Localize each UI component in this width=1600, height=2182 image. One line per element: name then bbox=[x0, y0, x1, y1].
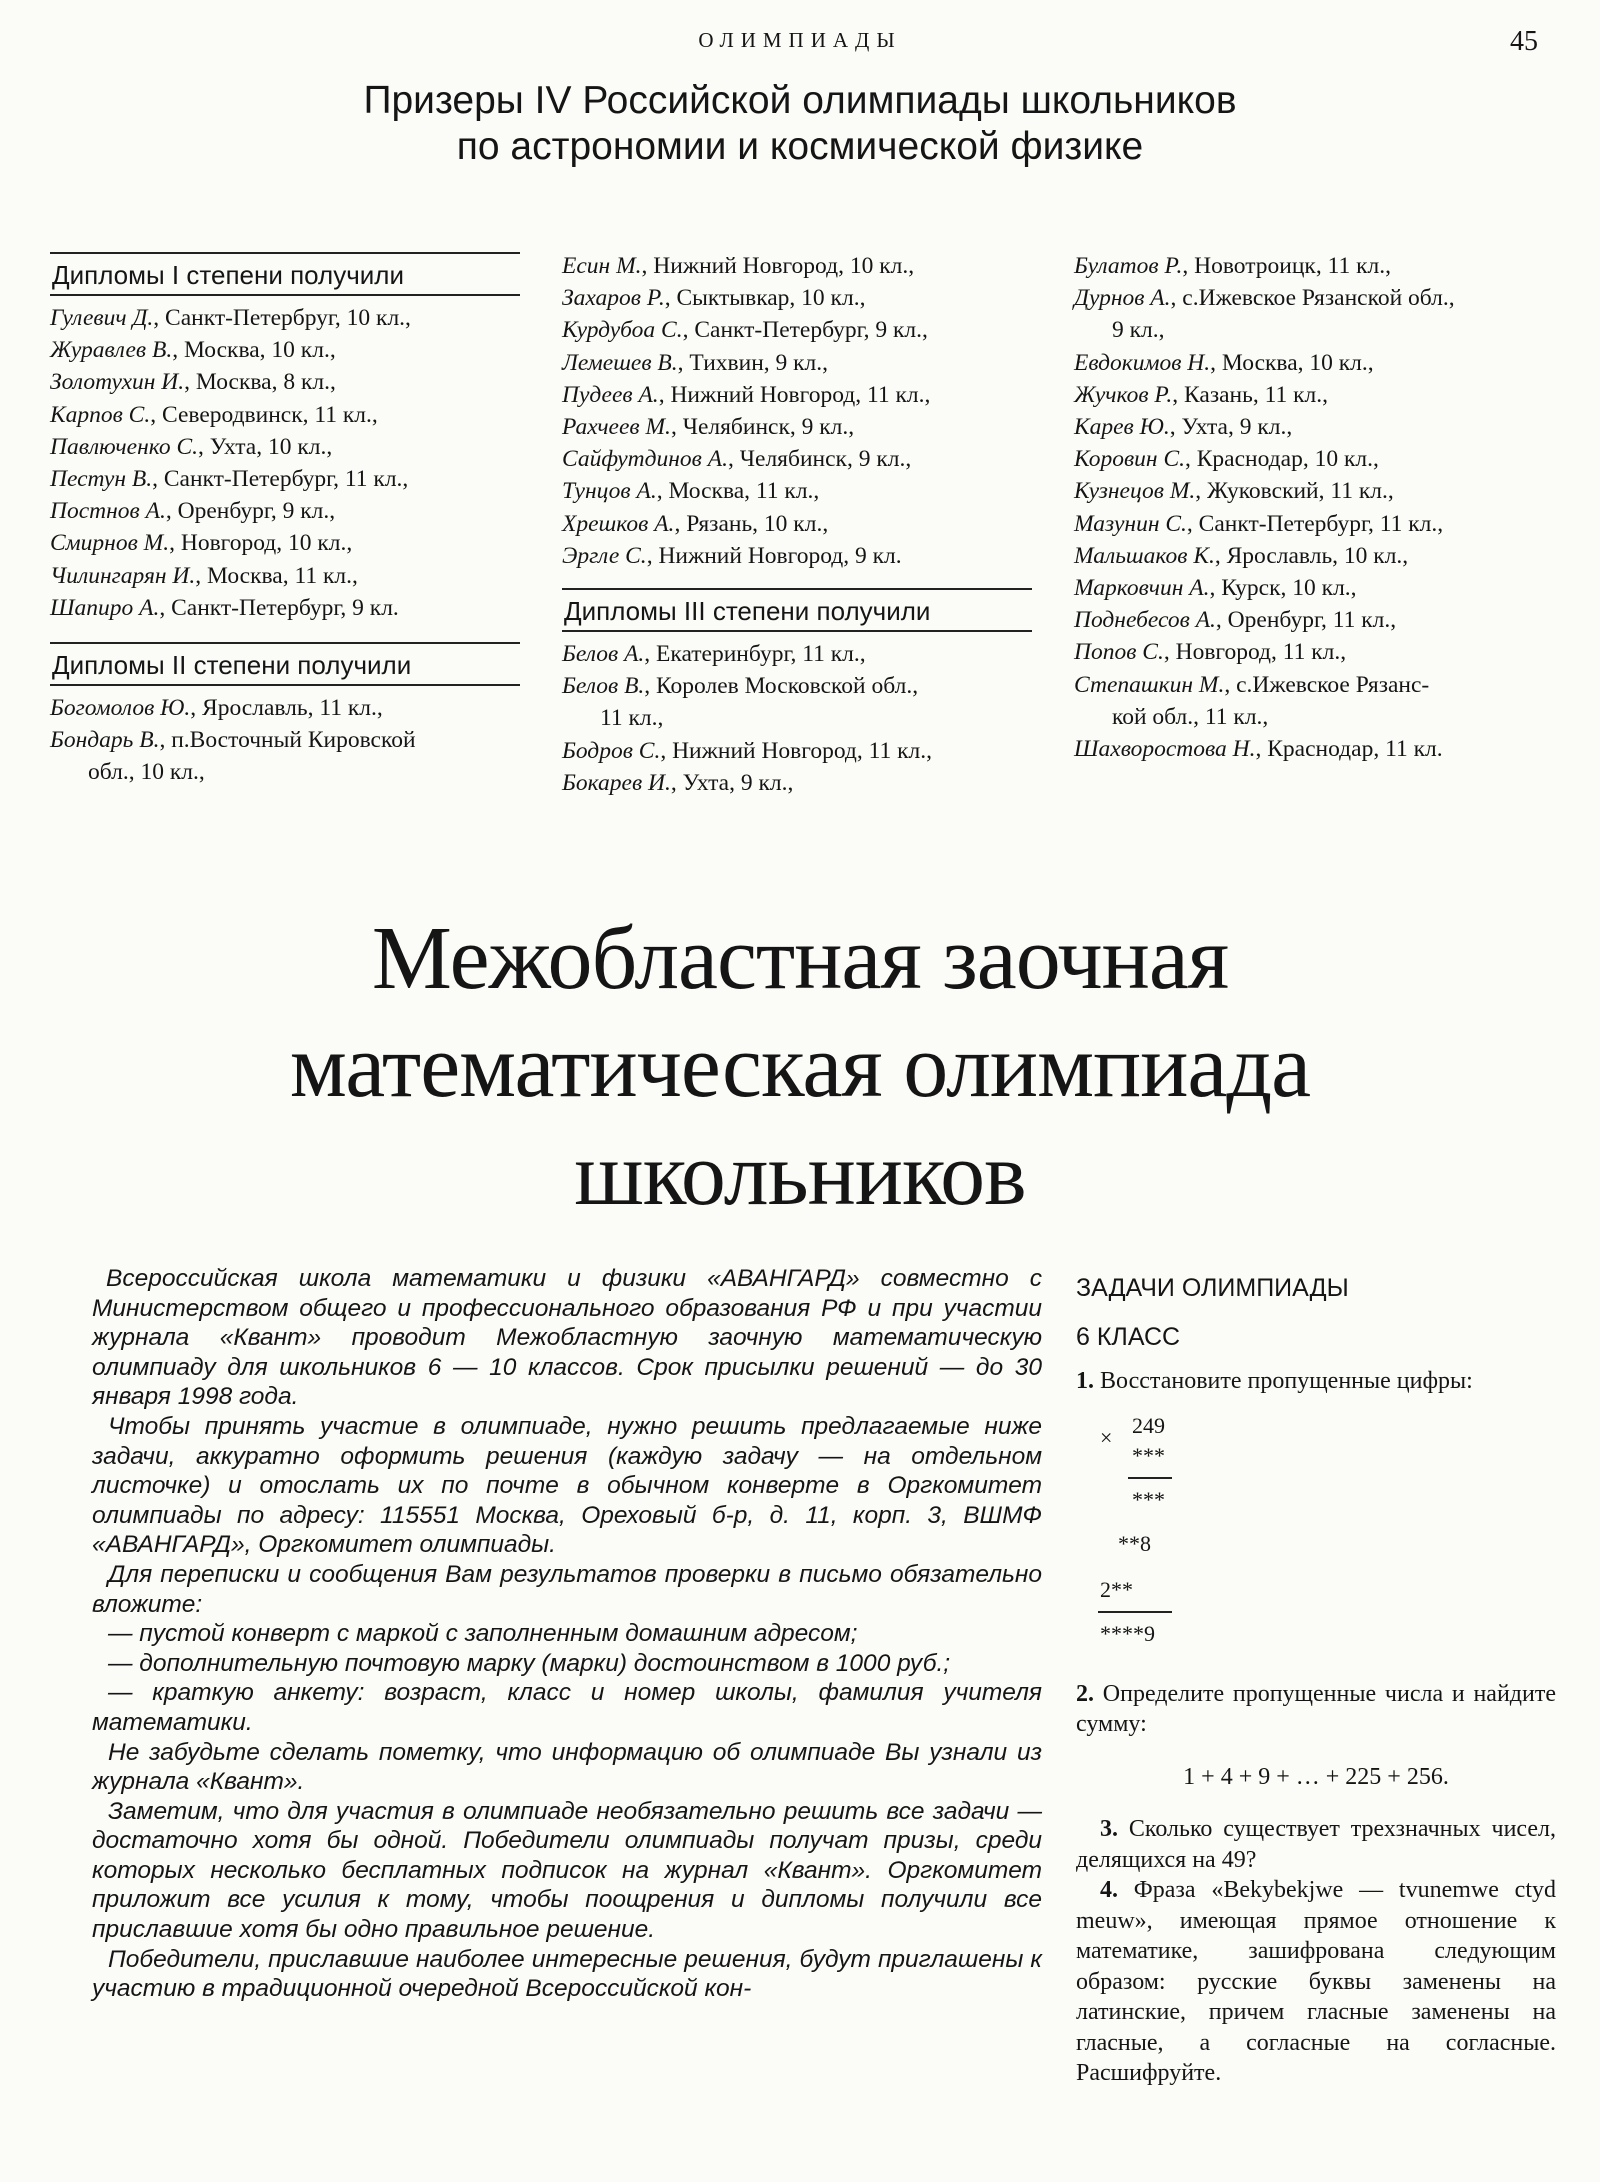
task-4-text: Фраза «Bekybekjwe — tvunemwe ctyd meuw», имеющая прямое отношение к математике, зашифрована следующим образом: русские буквы заменены на латинские, причем гласные заменены на гласные, а согласные на согласные. Расшифруйте. bbox=[1076, 1877, 1556, 2086]
mult-row-1: 249 bbox=[1132, 1412, 1165, 1438]
person-name: Курдубоа С. bbox=[562, 317, 683, 344]
person-details: , Новгород, 11 кл., bbox=[1163, 639, 1347, 666]
person-details: , Оренбург, 11 кл., bbox=[1215, 607, 1397, 634]
person-name: Дурнов А. bbox=[1074, 285, 1171, 312]
list-item bbox=[50, 692, 520, 724]
mult-rule-2 bbox=[1098, 1611, 1172, 1613]
person-name: Жучков Р. bbox=[1074, 381, 1173, 408]
person-details: , Санкт-Петербруг, 10 кл., bbox=[153, 305, 411, 331]
diploma3-heading: Дипломы III степени получили bbox=[562, 588, 1032, 632]
multiplication-puzzle bbox=[1076, 1401, 1556, 1671]
task-3 bbox=[1076, 1814, 1556, 1875]
diploma3-list-part2 bbox=[1074, 250, 1564, 765]
list-item bbox=[1074, 733, 1564, 765]
mult-rule-1 bbox=[1128, 1477, 1172, 1479]
person-name: Шахворостова Н. bbox=[1074, 736, 1256, 763]
person-name: Мазунин С. bbox=[1074, 510, 1187, 537]
person-details: , с.Ижевское Рязанской обл., bbox=[1170, 285, 1455, 312]
diploma2-list-part1 bbox=[50, 692, 520, 789]
list-item bbox=[50, 431, 520, 463]
person-details: , Ухта, 9 кл., bbox=[670, 769, 794, 796]
list-item bbox=[562, 638, 1032, 670]
list-item bbox=[50, 495, 520, 527]
person-name: Чилингарян И. bbox=[50, 562, 196, 589]
person-name: Золотухин И. bbox=[50, 369, 185, 396]
person-name: Евдокимов Н. bbox=[1074, 349, 1211, 376]
diploma2-heading: Дипломы II степени получили bbox=[50, 642, 520, 686]
task-3-number: 3. bbox=[1100, 1816, 1118, 1842]
task-4-number: 4. bbox=[1100, 1877, 1118, 1903]
diploma1-list bbox=[50, 302, 520, 624]
person-details: , Казань, 11 кл., bbox=[1172, 381, 1328, 408]
astronomy-title-line1: Призеры IV Российской олимпиады школьников bbox=[363, 79, 1237, 122]
person-name: Хрешков А. bbox=[562, 510, 675, 537]
person-name: Рахчеев М. bbox=[562, 414, 671, 441]
task-2-number: 2. bbox=[1076, 1680, 1094, 1707]
person-details: , Нижний Новгород, 11 кл., bbox=[660, 737, 933, 764]
person-name: Лемешев В. bbox=[562, 349, 678, 376]
person-name: Сайфутдинов А. bbox=[562, 446, 728, 473]
person-details: , Москва, 11 кл., bbox=[656, 478, 820, 505]
person-name: Эргле С. bbox=[562, 542, 647, 569]
list-item bbox=[1074, 604, 1564, 636]
list-item bbox=[562, 314, 1032, 346]
announcement-paragraph: Чтобы принять участие в олимпиаде, нужно решить предлагаемые ниже задачи, аккуратно оформить решения (каждую задачу — на отдельном листочке) и отослать их по почте в обычном конверте в Оргкомитет олимпиады по адресу: 115551 Москва, Ореховый б-р, д. 11, корп. 3, ВШМФ «АВАНГАРД», Оргкомитет олимпиады. bbox=[92, 1412, 1042, 1559]
announcement-paragraph: Не забудьте сделать пометку, что информацию об олимпиаде Вы узнали из журнала «Квант». bbox=[92, 1738, 1042, 1796]
person-details: , Курск, 10 кл., bbox=[1209, 575, 1357, 602]
person-details: , Новгород, 10 кл., bbox=[169, 530, 353, 557]
mult-row-2: *** bbox=[1132, 1442, 1165, 1468]
person-details: , Москва, 10 кл., bbox=[1210, 349, 1374, 376]
list-item bbox=[562, 735, 1032, 767]
task-1-number: 1. bbox=[1076, 1368, 1094, 1394]
announcement-paragraph: Всероссийская школа математики и физики «АВАНГАРД» совместно с Министерством общего и профессионального образования РФ и при участии журнала «Квант» проводит Межобластную заочную математическую олимпиаду для школьников 6 — 10 классов. Срок присылки решений — до 30 января 1998 года. bbox=[92, 1265, 1042, 1411]
task-2-text: Определите пропущенные числа и найдите сумму: bbox=[1076, 1680, 1556, 1737]
list-item bbox=[50, 366, 520, 398]
list-item bbox=[562, 250, 1032, 282]
person-details-cont: кой обл., 11 кл., bbox=[1112, 703, 1269, 730]
running-head: ОЛИМПИАДЫ bbox=[698, 28, 902, 52]
person-name: Бондарь В. bbox=[50, 727, 160, 754]
tasks-heading: ЗАДАЧИ ОЛИМПИАДЫ bbox=[1076, 1274, 1349, 1302]
person-details: , Санкт-Петербург, 9 кл. bbox=[159, 594, 399, 621]
list-item bbox=[562, 540, 1032, 572]
task-4 bbox=[1076, 1875, 1556, 2089]
person-details: , Нижний Новгород, 9 кл. bbox=[646, 542, 902, 569]
person-details: , Нижний Новгород, 11 кл., bbox=[658, 381, 931, 408]
person-details: , Санкт-Петербург, 9 кл., bbox=[682, 317, 928, 344]
list-item bbox=[50, 592, 520, 624]
list-item bbox=[562, 767, 1032, 799]
list-item bbox=[1074, 475, 1564, 507]
math-title-line2: математическая олимпиада bbox=[289, 1017, 1311, 1116]
person-details: , Ухта, 9 кл., bbox=[1169, 414, 1293, 441]
mult-row-3: *** bbox=[1132, 1486, 1165, 1512]
person-name: Смирнов М. bbox=[50, 530, 170, 557]
person-details: , п.Восточный Кировской bbox=[159, 727, 416, 754]
person-name: Карпов С. bbox=[50, 401, 151, 428]
list-item bbox=[50, 527, 520, 559]
list-item bbox=[1074, 250, 1564, 282]
list-item bbox=[562, 443, 1032, 475]
person-details: , Краснодар, 11 кл. bbox=[1255, 736, 1443, 763]
person-details: , Королев Московской обл., bbox=[644, 673, 919, 700]
person-details: , Оренбург, 9 кл., bbox=[165, 498, 336, 525]
person-details: , Челябинск, 9 кл., bbox=[670, 414, 855, 441]
person-details: , Краснодар, 10 кл., bbox=[1185, 446, 1379, 473]
person-name: Шапиро А. bbox=[50, 594, 160, 621]
list-item bbox=[1074, 282, 1564, 314]
person-name: Мальшаков К. bbox=[1074, 542, 1215, 569]
math-title-line1: Межобластная заочная bbox=[371, 909, 1229, 1008]
announcement-paragraph: — пустой конверт с маркой с заполненным домашним адресом; bbox=[108, 1620, 858, 1648]
person-details: , Екатеринбург, 11 кл., bbox=[644, 641, 866, 668]
person-name: Тунцов А. bbox=[562, 478, 657, 505]
person-details: , Сыктывкар, 10 кл., bbox=[664, 285, 866, 312]
math-title-line3: школьников bbox=[574, 1125, 1026, 1224]
person-name: Павлюченко С. bbox=[50, 433, 198, 460]
list-item bbox=[562, 411, 1032, 443]
grade-heading: 6 КЛАСС bbox=[1076, 1323, 1181, 1351]
tasks-column bbox=[1076, 1274, 1556, 2089]
page-number: 45 bbox=[1510, 26, 1538, 57]
person-details: , Ухта, 10 кл., bbox=[198, 433, 333, 460]
person-name: Поднебесов А. bbox=[1074, 607, 1216, 634]
person-details: , Северодвинск, 11 кл., bbox=[150, 401, 378, 428]
person-name: Пудеев А. bbox=[562, 381, 659, 408]
mult-row-4: **8 bbox=[1118, 1530, 1151, 1556]
person-details: , Челябинск, 9 кл., bbox=[728, 446, 912, 473]
list-item bbox=[562, 282, 1032, 314]
person-details: , Новотроицк, 11 кл., bbox=[1182, 253, 1391, 279]
person-details: , Санкт-Петербург, 11 кл., bbox=[1186, 510, 1444, 537]
winners-column-1 bbox=[50, 252, 520, 789]
person-name: Марковчин А. bbox=[1074, 575, 1210, 602]
list-item bbox=[1074, 411, 1564, 443]
list-item bbox=[50, 302, 520, 334]
mult-row-6: ****9 bbox=[1100, 1620, 1155, 1646]
person-name: Степашкин М. bbox=[1074, 671, 1225, 698]
person-name: Есин М. bbox=[562, 253, 642, 279]
person-name: Постнов А. bbox=[50, 498, 166, 525]
list-item bbox=[1074, 508, 1564, 540]
list-item bbox=[50, 399, 520, 431]
person-details-cont: 11 кл., bbox=[600, 705, 664, 732]
list-item bbox=[562, 670, 1032, 702]
list-item bbox=[50, 724, 520, 756]
person-name: Журавлев В. bbox=[50, 337, 173, 364]
person-name: Богомолов Ю. bbox=[50, 695, 191, 722]
list-item bbox=[50, 334, 520, 366]
person-name: Карев Ю. bbox=[1074, 414, 1170, 441]
list-item bbox=[1074, 347, 1564, 379]
task-1 bbox=[1076, 1366, 1556, 1397]
astronomy-title bbox=[0, 78, 1600, 170]
person-details: , Тихвин, 9 кл., bbox=[677, 349, 829, 376]
announcement-text bbox=[92, 1264, 1042, 2004]
list-item bbox=[562, 379, 1032, 411]
person-name: Белов В. bbox=[562, 673, 645, 700]
list-item bbox=[562, 508, 1032, 540]
person-name: Захаров Р. bbox=[562, 285, 665, 312]
person-details: , Москва, 8 кл., bbox=[184, 369, 336, 396]
list-item bbox=[1074, 379, 1564, 411]
person-details: , с.Ижевское Рязанс- bbox=[1224, 671, 1430, 698]
list-item bbox=[1074, 572, 1564, 604]
person-details: , Москва, 10 кл., bbox=[172, 337, 336, 364]
announcement-paragraph: Для переписки и сообщения Вам результатов проверки в письмо обязательно вложите: bbox=[92, 1560, 1042, 1618]
list-item bbox=[1074, 669, 1564, 701]
list-item bbox=[1074, 443, 1564, 475]
diploma1-heading: Дипломы I степени получили bbox=[50, 252, 520, 296]
person-name: Пестун В. bbox=[50, 466, 153, 493]
diploma2-list-part2 bbox=[562, 250, 1032, 572]
person-name: Булатов Р. bbox=[1074, 253, 1183, 279]
task-1-text: Восстановите пропущенные цифры: bbox=[1100, 1368, 1473, 1394]
announcement-paragraph: — дополнительную почтовую марку (марки) достоинством в 1000 руб.; bbox=[108, 1649, 951, 1677]
list-item bbox=[1074, 636, 1564, 668]
list-item bbox=[1074, 540, 1564, 572]
list-item bbox=[50, 560, 520, 592]
task-2 bbox=[1076, 1679, 1556, 1740]
person-name: Кузнецов М. bbox=[1074, 478, 1196, 505]
person-details: , Ярославль, 10 кл., bbox=[1214, 542, 1409, 569]
announcement-paragraph: Победители, приславшие наиболее интересные решения, будут приглашены к участию в традиционной очередной Всероссийской кон- bbox=[92, 1945, 1042, 2003]
person-details: , Ярославль, 11 кл., bbox=[190, 695, 383, 722]
list-item bbox=[50, 463, 520, 495]
mult-row-5: 2** bbox=[1100, 1576, 1133, 1602]
astronomy-title-line2: по астрономии и космической физике bbox=[456, 125, 1144, 168]
person-details-cont: обл., 10 кл., bbox=[88, 759, 205, 786]
person-name: Бодров С. bbox=[562, 737, 661, 764]
person-name: Попов С. bbox=[1074, 639, 1164, 666]
person-details: , Рязань, 10 кл., bbox=[674, 510, 829, 537]
person-details-cont: 9 кл., bbox=[1112, 317, 1165, 344]
list-item bbox=[562, 347, 1032, 379]
person-name: Белов А. bbox=[562, 641, 645, 668]
times-sign: × bbox=[1100, 1424, 1113, 1450]
math-olympiad-title bbox=[0, 905, 1600, 1229]
person-details: , Нижний Новгород, 10 кл., bbox=[641, 253, 915, 279]
announcement-paragraph: — краткую анкету: возраст, класс и номер школы, фамилия учителя математики. bbox=[92, 1679, 1042, 1736]
person-details: , Санкт-Петербург, 11 кл., bbox=[152, 466, 409, 493]
diploma3-list-part1 bbox=[562, 638, 1032, 799]
person-details: , Жуковский, 11 кл., bbox=[1195, 478, 1394, 505]
person-name: Гулевич Д. bbox=[50, 305, 154, 331]
winners-column-3 bbox=[1074, 250, 1564, 765]
task-3-text: Сколько существует трехзначных чисел, делящихся на 49? bbox=[1076, 1816, 1556, 1873]
list-item bbox=[562, 475, 1032, 507]
person-name: Коровин С. bbox=[1074, 446, 1185, 473]
winners-column-2 bbox=[562, 250, 1032, 799]
task-2-formula: 1 + 4 + 9 + … + 225 + 256. bbox=[1183, 1763, 1449, 1790]
person-details: , Москва, 11 кл., bbox=[195, 562, 358, 589]
person-name: Бокарев И. bbox=[562, 769, 671, 796]
announcement-paragraph: Заметим, что для участия в олимпиаде необязательно решить все задачи — достаточно хотя бы одной. Победители олимпиады получат призы, среди которых несколько бесплатных подписок на журнал «Квант». Оргкомитет приложит все усилия к тому, чтобы поощрения и дипломы получили все приславшие хотя бы одно правильное решение. bbox=[92, 1797, 1042, 1944]
